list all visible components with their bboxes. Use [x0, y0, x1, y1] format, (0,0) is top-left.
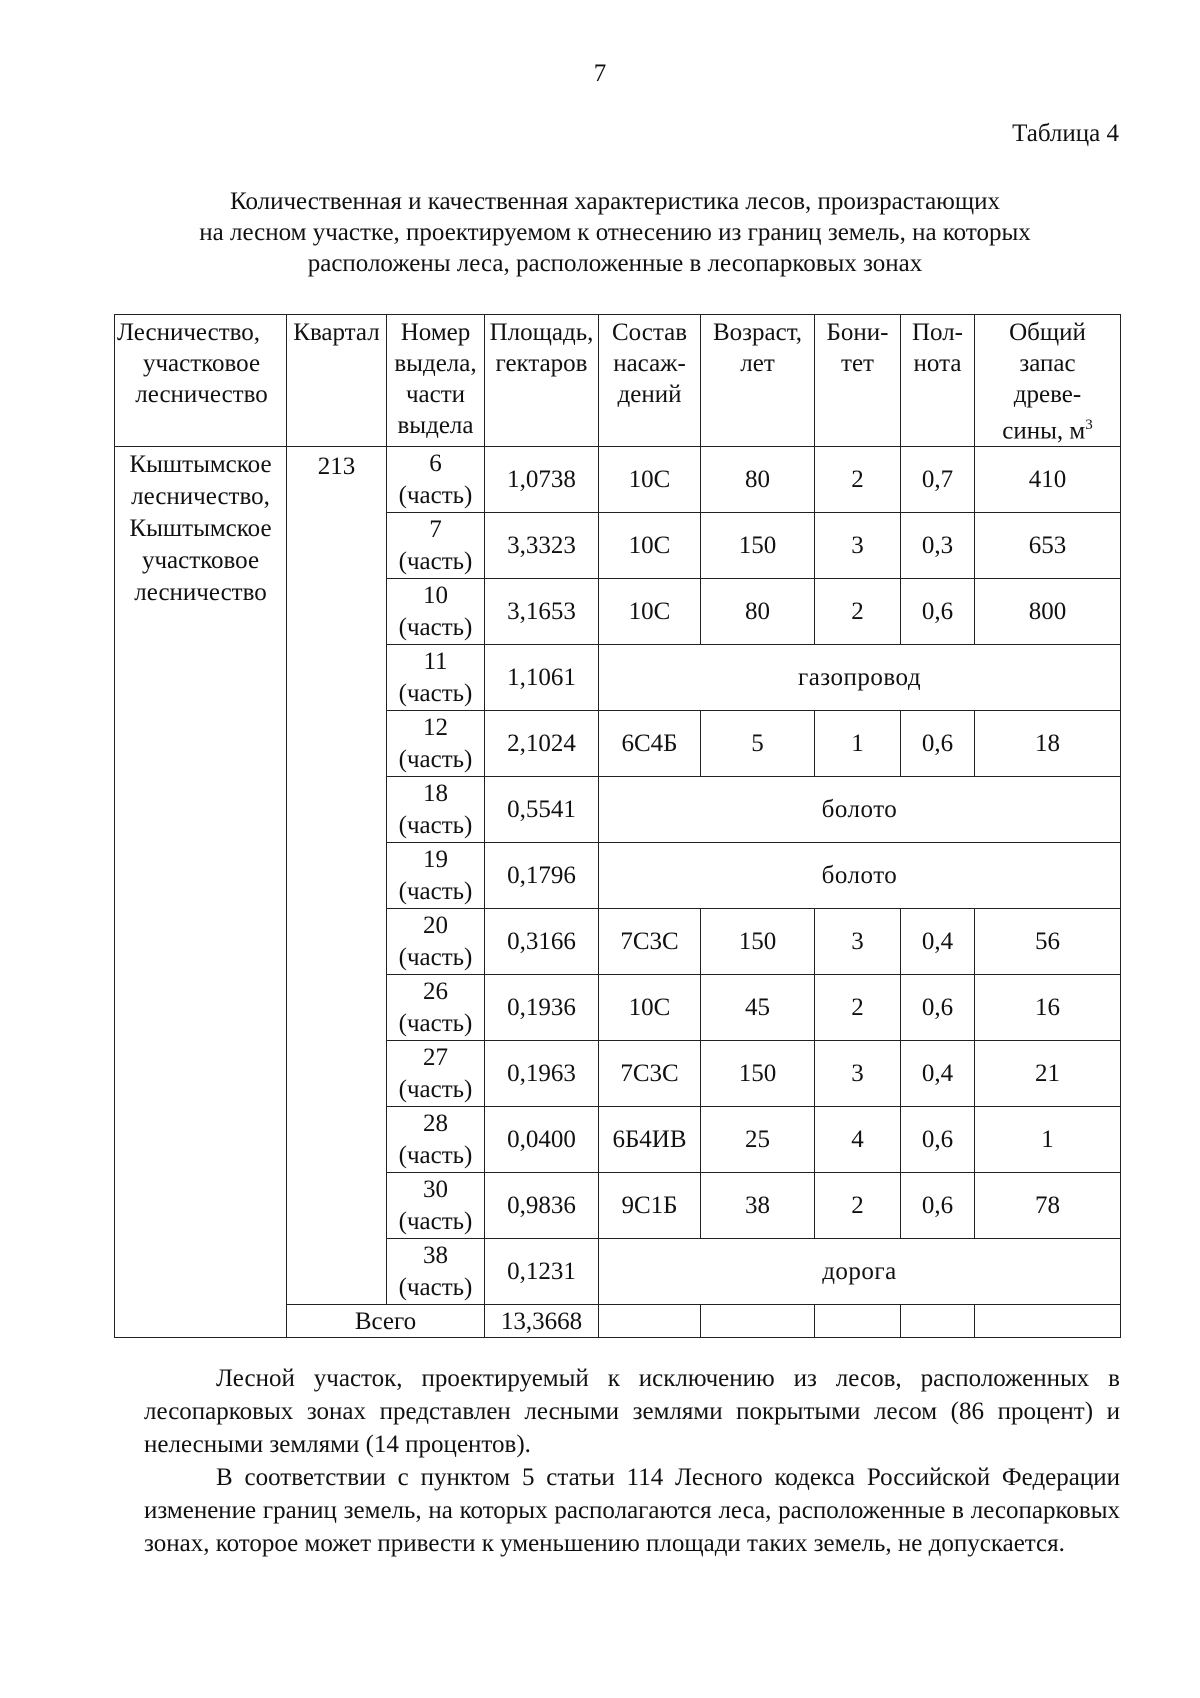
density-cell: 0,6 [901, 975, 975, 1041]
stock-cell: 653 [975, 513, 1121, 579]
land-type-cell: болото [599, 777, 1121, 843]
paragraph: В соответствии с пунктом 5 статьи 114 Лесного кодекса Российской Федерации изменение границ земель, на которых располагаются леса, расположенные в лесопарковых зонах, которое может привести к уменьшению площади таких земель, не допускается. [144, 1464, 1120, 1557]
stock-cell: 78 [975, 1173, 1121, 1239]
bonitet-cell: 1 [815, 711, 901, 777]
bonitet-cell: 3 [815, 513, 901, 579]
age-cell: 150 [701, 1041, 815, 1107]
empty-cell [701, 1305, 815, 1338]
vydel-cell [387, 975, 485, 1041]
title-line: Количественная и качественная характеристика лесов, произрастающих [230, 188, 1000, 215]
area-cell: 0,5541 [485, 777, 599, 843]
vydel-cell [387, 447, 485, 513]
part-label: (часть) [398, 943, 473, 971]
title-line: расположены леса, расположенные в лесопарковых зонах [307, 250, 923, 277]
header-stock: Общий запас древе- сины, $м^3$ [975, 315, 1121, 447]
vydel-number: 7 [429, 515, 442, 543]
vydel-cell [387, 1107, 485, 1173]
stock-cell: 800 [975, 579, 1121, 645]
age-cell: 45 [701, 975, 815, 1041]
forestry-cell [115, 447, 287, 1338]
composition-cell: 9С1Б [599, 1173, 701, 1239]
bonitet-cell: 3 [815, 909, 901, 975]
density-cell: 0,7 [901, 447, 975, 513]
land-type-cell: дорога [599, 1239, 1121, 1305]
vydel-number: 6 [429, 449, 442, 477]
stock-cell: 410 [975, 447, 1121, 513]
vydel-number: 27 [423, 1043, 448, 1071]
stock-cell: 21 [975, 1041, 1121, 1107]
land-type-cell: болото [599, 843, 1121, 909]
bonitet-cell: 2 [815, 975, 901, 1041]
vydel-number: 11 [423, 647, 448, 675]
part-label: (часть) [398, 811, 473, 839]
forestry-line: Кыштымское [129, 451, 272, 479]
vydel-number: 18 [423, 779, 448, 807]
vydel-number: 38 [423, 1241, 448, 1269]
empty-cell [975, 1305, 1121, 1338]
header-area: Площадь, гектаров [485, 315, 599, 447]
header-forestry: Лесничество, участковое лесничество [115, 315, 287, 447]
title-line: на лесном участке, проектируемом к отнесению из границ земель, на которых [199, 219, 1031, 246]
density-cell: 0,4 [901, 909, 975, 975]
part-label: (часть) [398, 1141, 473, 1169]
area-cell: 2,1024 [485, 711, 599, 777]
empty-cell [599, 1305, 701, 1338]
header-density: Пол- нота [901, 315, 975, 447]
empty-cell [901, 1305, 975, 1338]
age-cell: 80 [701, 579, 815, 645]
area-cell: 3,3323 [485, 513, 599, 579]
bonitet-cell: 3 [815, 1041, 901, 1107]
land-type-cell: газопровод [599, 645, 1121, 711]
forestry-line: участковое [141, 547, 260, 575]
part-label: (часть) [398, 679, 473, 707]
vydel-cell [387, 1239, 485, 1305]
bonitet-cell: 2 [815, 1173, 901, 1239]
forest-characteristics-table [114, 314, 1121, 1338]
area-cell: 0,0400 [485, 1107, 599, 1173]
part-label: (часть) [398, 877, 473, 905]
vydel-cell [387, 1173, 485, 1239]
header-kvartal: Квартал [287, 315, 387, 447]
composition-cell: 7С3С [599, 909, 701, 975]
vydel-number: 20 [423, 911, 448, 939]
vydel-number: 28 [423, 1109, 448, 1137]
area-cell: 0,1936 [485, 975, 599, 1041]
part-label: (часть) [398, 1075, 473, 1103]
area-cell: 0,1963 [485, 1041, 599, 1107]
density-cell: 0,6 [901, 711, 975, 777]
part-label: (часть) [398, 547, 473, 575]
body-text [144, 1362, 1120, 1560]
forestry-line: Кыштымское [129, 515, 272, 543]
area-cell: 1,0738 [485, 447, 599, 513]
vydel-number: 19 [423, 845, 448, 873]
stock-cell: 56 [975, 909, 1121, 975]
age-cell: 38 [701, 1173, 815, 1239]
composition-cell: 6С4Б [599, 711, 701, 777]
density-cell: 0,6 [901, 1173, 975, 1239]
vydel-cell [387, 645, 485, 711]
density-cell: 0,4 [901, 1041, 975, 1107]
page-number: 7 [593, 60, 607, 87]
header-vydel: Номер выдела, части выдела [387, 315, 485, 447]
table-label: Таблица 4 [1012, 120, 1119, 147]
area-cell: 0,1231 [485, 1239, 599, 1305]
part-label: (часть) [398, 613, 473, 641]
vydel-number: 12 [423, 713, 448, 741]
part-label: (часть) [398, 1273, 473, 1301]
empty-cell [815, 1305, 901, 1338]
area-cell: 3,1653 [485, 579, 599, 645]
part-label: (часть) [398, 1009, 473, 1037]
kvartal-cell: 213 [287, 447, 387, 1305]
total-area: 13,3668 [485, 1305, 599, 1338]
vydel-cell [387, 909, 485, 975]
header-bonitet: Бони- тет [815, 315, 901, 447]
part-label: (часть) [398, 481, 473, 509]
density-cell: 0,6 [901, 579, 975, 645]
forestry-line: лесничество, [131, 483, 270, 511]
composition-cell: 7С3С [599, 1041, 701, 1107]
header-row [115, 315, 1121, 447]
composition-cell: 10С [599, 975, 701, 1041]
header-composition: Состав насаж- дений [599, 315, 701, 447]
composition-cell: 6Б4ИВ [599, 1107, 701, 1173]
density-cell: 0,6 [901, 1107, 975, 1173]
bonitet-cell: 2 [815, 579, 901, 645]
area-cell: 0,1796 [485, 843, 599, 909]
age-cell: 80 [701, 447, 815, 513]
vydel-cell [387, 579, 485, 645]
composition-cell: 10С [599, 447, 701, 513]
area-cell: 1,1061 [485, 645, 599, 711]
header-age: Возраст, лет [701, 315, 815, 447]
area-cell: 0,9836 [485, 1173, 599, 1239]
vydel-number: 26 [423, 977, 448, 1005]
composition-cell: 10С [599, 579, 701, 645]
paragraph: Лесной участок, проектируемый к исключению из лесов, расположенных в лесопарковых зонах представлен лесными землями покрытыми лесом (86 процент) и нелесными землями (14 процентов). [144, 1365, 1120, 1458]
stock-cell: 18 [975, 711, 1121, 777]
forestry-line: лесничество [134, 579, 267, 607]
age-cell: 150 [701, 513, 815, 579]
composition-cell: 10С [599, 513, 701, 579]
bonitet-cell: 2 [815, 447, 901, 513]
bonitet-cell: 4 [815, 1107, 901, 1173]
stock-cell: 1 [975, 1107, 1121, 1173]
density-cell: 0,3 [901, 513, 975, 579]
vydel-cell [387, 777, 485, 843]
age-cell: 5 [701, 711, 815, 777]
vydel-cell [387, 1041, 485, 1107]
table-title [110, 186, 1120, 279]
total-label: Всего [287, 1305, 485, 1338]
part-label: (часть) [398, 745, 473, 773]
part-label: (часть) [398, 1207, 473, 1235]
stock-cell: 16 [975, 975, 1121, 1041]
vydel-number: 10 [423, 581, 448, 609]
vydel-cell [387, 513, 485, 579]
age-cell: 150 [701, 909, 815, 975]
vydel-cell [387, 711, 485, 777]
table-row [115, 447, 1121, 513]
age-cell: 25 [701, 1107, 815, 1173]
area-cell: 0,3166 [485, 909, 599, 975]
vydel-cell [387, 843, 485, 909]
vydel-number: 30 [423, 1175, 448, 1203]
